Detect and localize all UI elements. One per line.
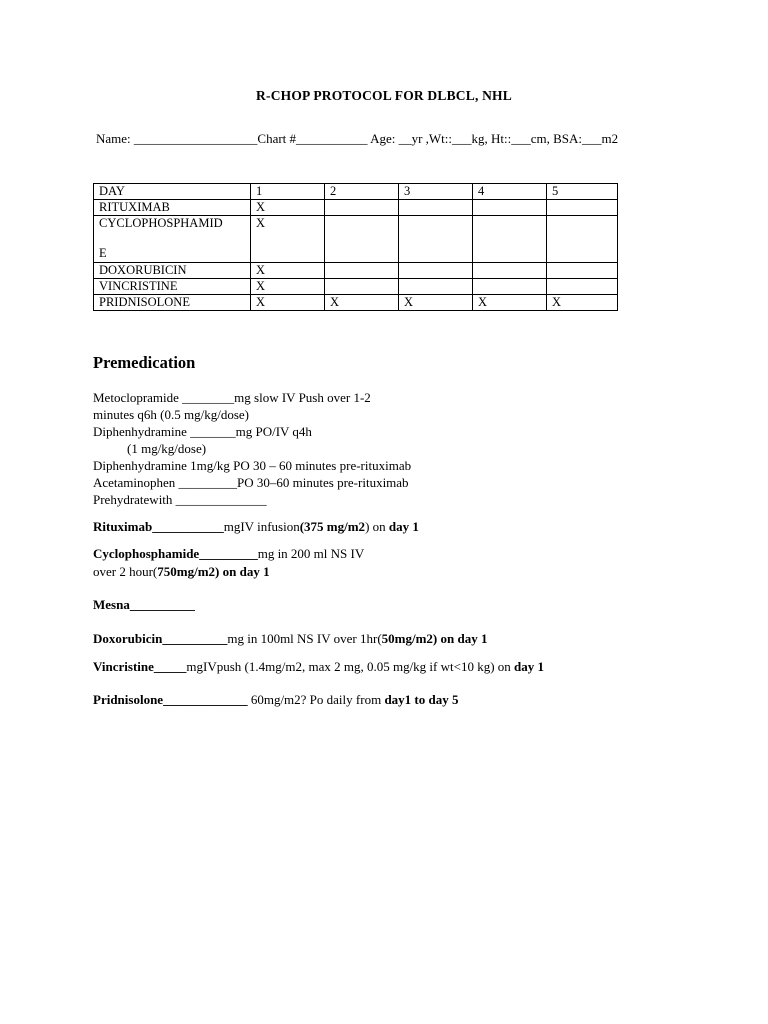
- cyclophosphamide-order: [93, 546, 364, 562]
- day-cell: [547, 216, 618, 263]
- day-cell: X: [325, 295, 399, 311]
- drug-label: Cyclophosphamide_________: [93, 546, 258, 561]
- dose-text: 50mg/m2) on day 1: [381, 631, 488, 646]
- drug-name-cell: RITUXIMAB: [94, 200, 251, 216]
- day-cell: X: [251, 216, 325, 263]
- day-text: day 1: [514, 659, 545, 674]
- table-row: [94, 200, 618, 216]
- day-cell: X: [251, 263, 325, 279]
- day-text: day1 to day 5: [384, 692, 459, 707]
- day-cell: [399, 279, 473, 295]
- dose-text: 750mg/m2) on day 1: [157, 564, 270, 579]
- premedication-heading: Premedication: [93, 353, 196, 372]
- table-header-cell: 3: [399, 184, 473, 200]
- premed-line: Prehydratewith ______________: [93, 492, 267, 507]
- table-row: [94, 279, 618, 295]
- day-cell: X: [251, 295, 325, 311]
- day-cell: X: [251, 279, 325, 295]
- schedule-table: [93, 183, 618, 311]
- drug-name-part: E: [99, 246, 107, 260]
- order-text: mgIV infusion: [223, 519, 300, 534]
- table-header-row: [94, 184, 618, 200]
- page-title: R-CHOP PROTOCOL FOR DLBCL, NHL: [256, 88, 512, 103]
- day-cell: X: [473, 295, 547, 311]
- pridnisolone-order: [93, 692, 458, 708]
- day-cell: [325, 263, 399, 279]
- day-cell: [473, 216, 547, 263]
- drug-name-cell: DOXORUBICIN: [94, 263, 251, 279]
- order-text: over 2 hour(: [93, 564, 158, 579]
- order-text: 60mg/m2? Po daily from: [247, 692, 385, 707]
- day-cell: [547, 200, 618, 216]
- day-cell: [473, 279, 547, 295]
- drug-label: Doxorubicin__________: [93, 631, 228, 646]
- vincristine-order: [93, 659, 544, 675]
- doxorubicin-order: [93, 631, 487, 647]
- drug-name-part: CYCLOPHOSPHAMID: [99, 216, 223, 230]
- day-cell: [473, 200, 547, 216]
- order-text: mg in 200 ml NS IV: [257, 546, 365, 561]
- dose-text: (375 mg/m2: [299, 519, 366, 534]
- premed-line: (1 mg/kg/dose): [127, 441, 207, 456]
- table-header-cell: 4: [473, 184, 547, 200]
- premed-line: Diphenhydramine 1mg/kg PO 30 – 60 minutes pre-rituximab: [93, 458, 412, 473]
- table-row: [94, 216, 618, 263]
- patient-info-line: Name: ___________________Chart #___________ Age: __yr ,Wt::___kg, Ht::___cm, BSA:___m2: [96, 131, 619, 146]
- mesna-order: [93, 597, 195, 613]
- drug-label: Vincristine_____: [93, 659, 187, 674]
- day-cell: [473, 263, 547, 279]
- day-cell: [325, 200, 399, 216]
- premed-line: Acetaminophen _________PO 30–60 minutes pre-rituximab: [93, 475, 409, 490]
- day-cell: [325, 216, 399, 263]
- drug-name-cell: VINCRISTINE: [94, 279, 251, 295]
- table-header-cell: DAY: [94, 184, 251, 200]
- day-cell: [547, 263, 618, 279]
- day-cell: [325, 279, 399, 295]
- table-row: [94, 295, 618, 311]
- table-row: [94, 263, 618, 279]
- order-text: ) on: [365, 519, 389, 534]
- drug-name-cell: [94, 216, 251, 263]
- order-text: mgIVpush (1.4mg/m2, max 2 mg, 0.05 mg/kg if wt<10 kg) on: [186, 659, 515, 674]
- day-cell: [399, 263, 473, 279]
- day-cell: [547, 279, 618, 295]
- table-header-cell: 5: [547, 184, 618, 200]
- premed-line: minutes q6h (0.5 mg/kg/dose): [93, 407, 249, 422]
- order-text: mg in 100ml NS IV over 1hr(: [227, 631, 382, 646]
- day-cell: [399, 216, 473, 263]
- table-header-cell: 1: [251, 184, 325, 200]
- table-header-cell: 2: [325, 184, 399, 200]
- rituximab-order: [93, 519, 419, 535]
- day-text: day 1: [388, 519, 419, 534]
- day-cell: [399, 200, 473, 216]
- cyclophosphamide-order-line2: [93, 564, 270, 580]
- premed-line: Diphenhydramine _______mg PO/IV q4h: [93, 424, 312, 439]
- day-cell: X: [547, 295, 618, 311]
- day-cell: X: [399, 295, 473, 311]
- day-cell: X: [251, 200, 325, 216]
- drug-label: Pridnisolone_____________: [93, 692, 248, 707]
- premed-line: Metoclopramide ________mg slow IV Push over 1-2: [93, 390, 371, 405]
- drug-name-cell: PRIDNISOLONE: [94, 295, 251, 311]
- drug-label: Rituximab___________: [93, 519, 224, 534]
- drug-label: Mesna__________: [93, 597, 195, 612]
